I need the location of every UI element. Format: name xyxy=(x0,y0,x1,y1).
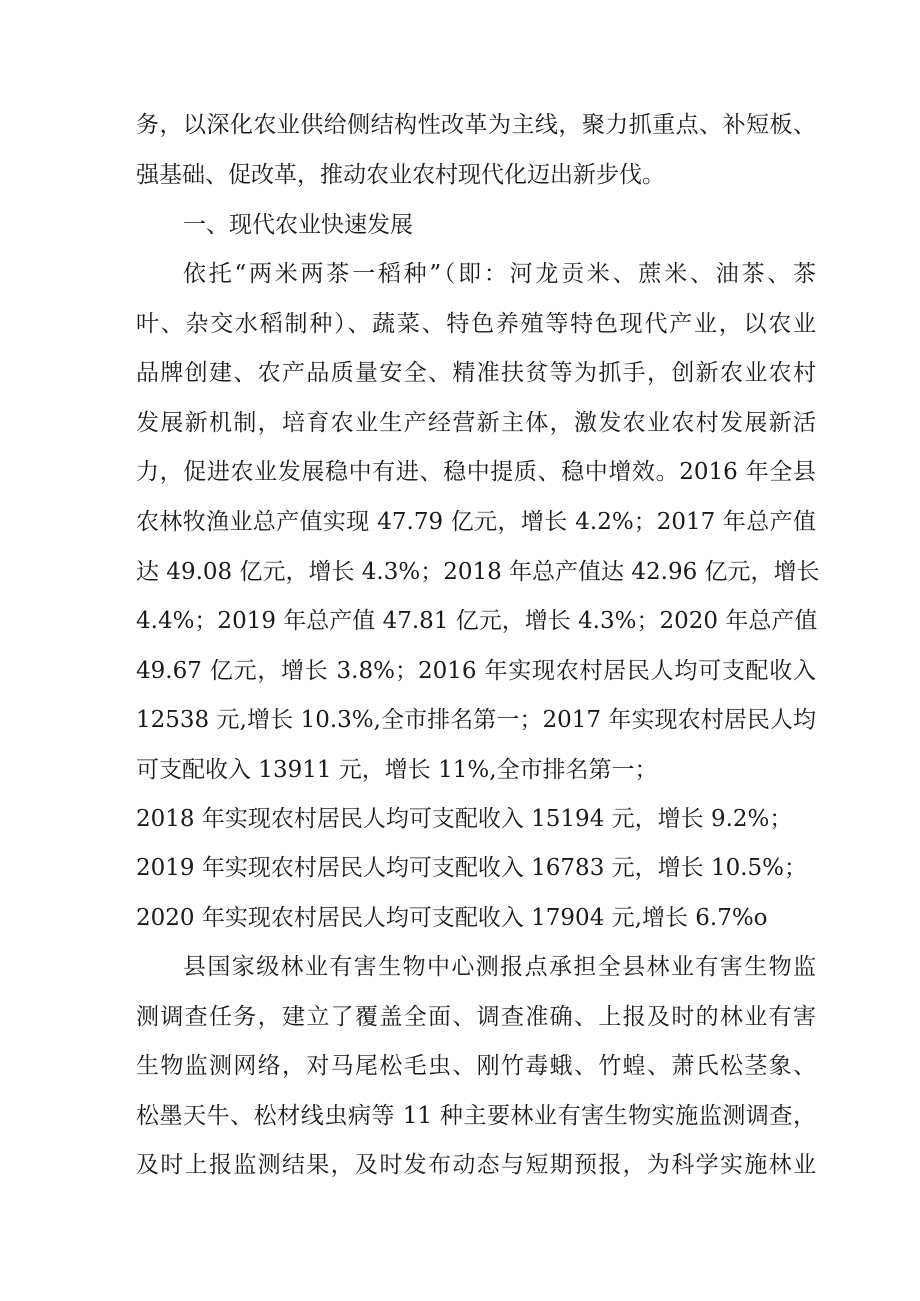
text-line: 务，以深化农业供给侧结构性改革为主线，聚力抓重点、补短板、 xyxy=(136,112,816,138)
text-line: 县国家级林业有害生物中心测报点承担全县林业有害生物监 xyxy=(183,954,816,980)
text-line: 松墨天牛、松材线虫病等 11 种主要林业有害生物实施监测调查， xyxy=(136,1103,816,1129)
text-line: 49.67 亿元，增长 3.8%；2016 年实现农村居民人均可支配收入 xyxy=(136,658,816,684)
text-line: 力，促进农业发展稳中有进、稳中提质、稳中增效。2016 年全县 xyxy=(136,459,816,485)
text-line: 2020 年实现农村居民人均可支配收入 17904 元,增长 6.7%o xyxy=(136,905,768,931)
text-line: 品牌创建、农产品质量安全、精准扶贫等为抓手，创新农业农村 xyxy=(136,360,816,386)
text-line: 可支配收入 13911 元，增长 11%,全市排名第一； xyxy=(136,757,658,783)
text-line: 发展新机制，培育农业生产经营新主体，激发农业农村发展新活 xyxy=(136,410,816,436)
text-line: 测调查任务，建立了覆盖全面、调查准确、上报及时的林业有害 xyxy=(136,1004,816,1030)
text-line: 2018 年实现农村居民人均可支配收入 15194 元，增长 9.2%； xyxy=(136,806,793,832)
section-heading: 一、现代农业快速发展 xyxy=(183,212,413,238)
text-line: 达 49.08 亿元，增长 4.3%；2018 年总产值达 42.96 亿元，增长 xyxy=(136,559,820,585)
text-line: 叶、杂交水稻制种）、蔬菜、特色养殖等特色现代产业，以农业 xyxy=(136,311,816,337)
text-line: 生物监测网络，对马尾松毛虫、刚竹毒蛾、竹蝗、萧氏松茎象、 xyxy=(136,1053,816,1079)
text-line: 依托“两米两茶一稻种”（即：河龙贡米、蔗米、油茶、茶 xyxy=(183,261,816,287)
text-line: 及时上报监测结果，及时发布动态与短期预报，为科学实施林业 xyxy=(136,1152,816,1178)
text-line: 2019 年实现农村居民人均可支配收入 16783 元，增长 10.5%； xyxy=(136,855,808,881)
text-line: 4.4%；2019 年总产值 47.81 亿元，增长 4.3%；2020 年总产值 xyxy=(136,608,818,634)
text-line: 12538 元,增长 10.3%,全市排名第一；2017 年实现农村居民人均 xyxy=(136,707,816,733)
text-line: 农林牧渔业总产值实现 47.79 亿元，增长 4.2%；2017 年总产值 xyxy=(136,509,816,535)
text-line: 强基础、促改革，推动农业农村现代化迈出新步伐。 xyxy=(136,162,665,188)
